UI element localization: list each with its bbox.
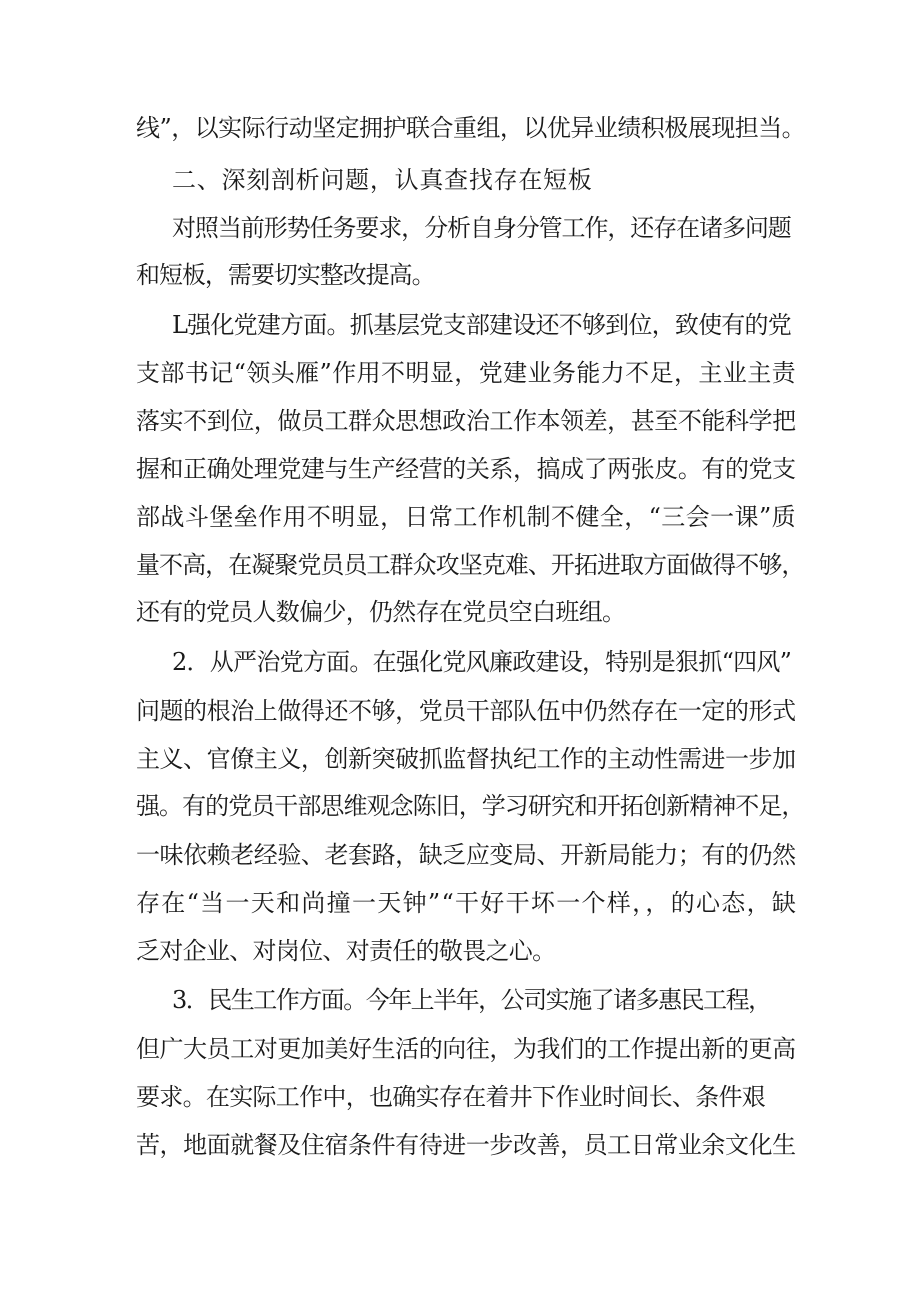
text-line: 支部书记“领头雁”作用不明显，党建业务能力不足，主业主责 (136, 359, 797, 387)
text-line: L强化党建方面。抓基层党支部建设还不够到位，致使有的党 (172, 311, 791, 339)
text-line: 线”，以实际行动坚定拥护联合重组，以优异业绩积极展现担当。 (136, 114, 806, 142)
text-line: 但广大员工对更加美好生活的向往，为我们的工作提出新的更高 (136, 1035, 796, 1063)
text-line: 部战斗堡垒作用不明显，日常工作机制不健全，“三会一课”质 (136, 503, 797, 531)
text-line: 还有的党员人数偏少，仍然存在党员空白班组。 (136, 598, 626, 626)
text-line: 量不高，在凝聚党员员工群众攻坚克难、开拓进取方面做得不够， (136, 551, 805, 579)
text-line: 问题的根治上做得还不够，党员干部队伍中仍然存在一定的形式 (136, 697, 796, 725)
text-line: 要求。在实际工作中，也确实存在着井下作业时间长、条件艰 (136, 1083, 766, 1111)
text-line: 乏对企业、对岗位、对责任的敬畏之心。 (136, 937, 556, 965)
text-line: 存在“当一天和尚撞一天钟”“干好干坏一个样，，的心态，缺 (136, 889, 798, 917)
text-line: 落实不到位，做员工群众思想政治工作本领差，甚至不能科学把 (136, 407, 796, 435)
text-line: 2．从严治党方面。在强化党风廉政建设，特别是狠抓“四风” (172, 648, 792, 676)
text-line: 苦，地面就餐及住宿条件有待进一步改善，员工日常业余文化生 (136, 1131, 796, 1159)
text-line: 握和正确处理党建与生产经营的关系，搞成了两张皮。有的党支 (136, 455, 796, 483)
text-line: 和短板，需要切实整改提高。 (136, 261, 435, 289)
text-line: 主义、官僚主义，创新突破抓监督执纪工作的主动性需进一步加 (136, 745, 796, 773)
text-line: 强。有的党员干部思维观念陈旧，学习研究和开拓创新精神不足， (136, 792, 805, 820)
text-line: 3．民生工作方面。今年上半年，公司实施了诸多惠民工程， (172, 986, 771, 1014)
text-line: 对照当前形势任务要求，分析自身分管工作，还存在诸多问题 (172, 214, 791, 242)
text-line: 一味依赖老经验、老套路，缺乏应变局、开新局能力；有的仍然 (136, 841, 796, 869)
section-heading: 二、深刻剖析问题，认真查找存在短板 (172, 166, 593, 194)
